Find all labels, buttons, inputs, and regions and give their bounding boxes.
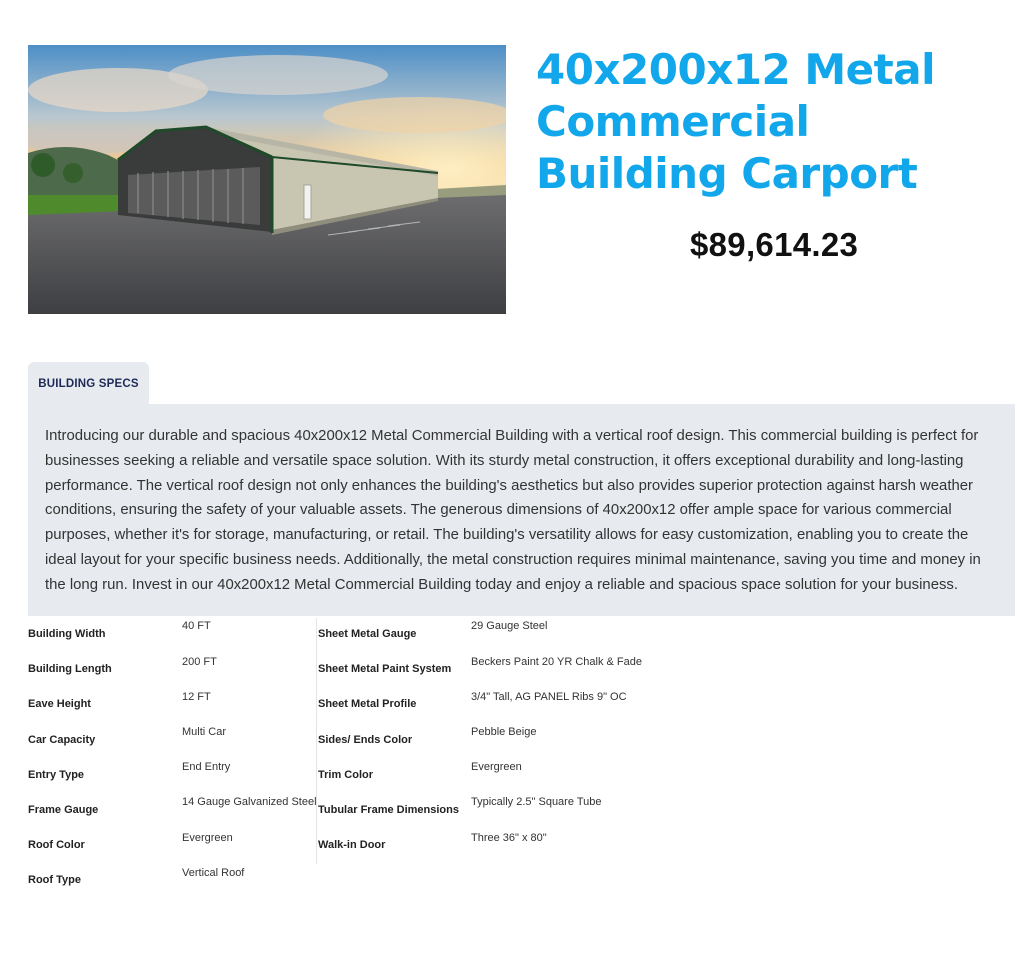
spec-label: Walk-in Door	[318, 839, 386, 851]
spec-label: Tubular Frame Dimensions	[318, 804, 459, 816]
product-description: Introducing our durable and spacious 40x200x12 Metal Commercial Building with a vertical roof design. This commercial building is perfect for businesses seeking a reliable and versatile space solution. With its sturdy metal construction, it offers exceptional durability and long-lasting performance. The vertical roof design not only enhances the building's aesthetics but also provides superior protection against harsh weather conditions, ensuring the safety of your valuable assets. The generous dimensions of 40x200x12 offer ample space for various commercial purposes, whether it's for storage, manufacturing, or retail. The building's versatility allows for easy customization, enabling you to create the ideal layout for your specific business needs. Additionally, the metal construction requires minimal maintenance, saving you time and money in the long run. Invest in our 40x200x12 Metal Commercial Building today and enjoy a reliable and spacious space solution for your business.	[45, 428, 981, 593]
spec-label: Entry Type	[28, 769, 85, 781]
spec-label: Sides/ Ends Color	[318, 734, 413, 746]
specs-column-divider	[316, 618, 317, 864]
spec-value: 29 Gauge Steel	[471, 620, 548, 632]
spec-label: Building Length	[28, 663, 112, 675]
spec-value: 12 FT	[182, 691, 211, 703]
spec-label: Sheet Metal Gauge	[318, 628, 417, 640]
product-image	[28, 45, 506, 314]
spec-value: Multi Car	[182, 726, 227, 738]
spec-label: Roof Type	[28, 874, 81, 886]
spec-label: Frame Gauge	[28, 804, 99, 816]
spec-value: End Entry	[182, 761, 231, 773]
spec-value: 14 Gauge Galvanized Steel	[182, 796, 317, 808]
spec-value: Beckers Paint 20 YR Chalk & Fade	[471, 656, 642, 668]
tab-building-specs[interactable]: BUILDING SPECS	[28, 362, 149, 405]
spec-value: 40 FT	[182, 620, 211, 632]
spec-value: Three 36" x 80"	[471, 832, 547, 844]
spec-label: Building Width	[28, 628, 106, 640]
spec-label: Sheet Metal Profile	[318, 698, 417, 710]
spec-label: Car Capacity	[28, 734, 96, 746]
spec-value: 3/4" Tall, AG PANEL Ribs 9" OC	[471, 691, 627, 703]
product-title: 40x200x12 Metal Commercial Building Carport	[536, 45, 935, 198]
spec-label: Roof Color	[28, 839, 85, 851]
spec-value: Evergreen	[471, 761, 522, 773]
spec-label: Sheet Metal Paint System	[318, 663, 452, 675]
description-panel	[28, 404, 1015, 616]
spec-value: Vertical Roof	[182, 867, 245, 879]
product-price: $89,614.23	[690, 226, 859, 263]
spec-label: Eave Height	[28, 698, 91, 710]
spec-value: Typically 2.5" Square Tube	[471, 796, 602, 808]
spec-value: Evergreen	[182, 832, 233, 844]
spec-value: Pebble Beige	[471, 726, 537, 738]
spec-value: 200 FT	[182, 656, 217, 668]
spec-label: Trim Color	[318, 769, 374, 781]
